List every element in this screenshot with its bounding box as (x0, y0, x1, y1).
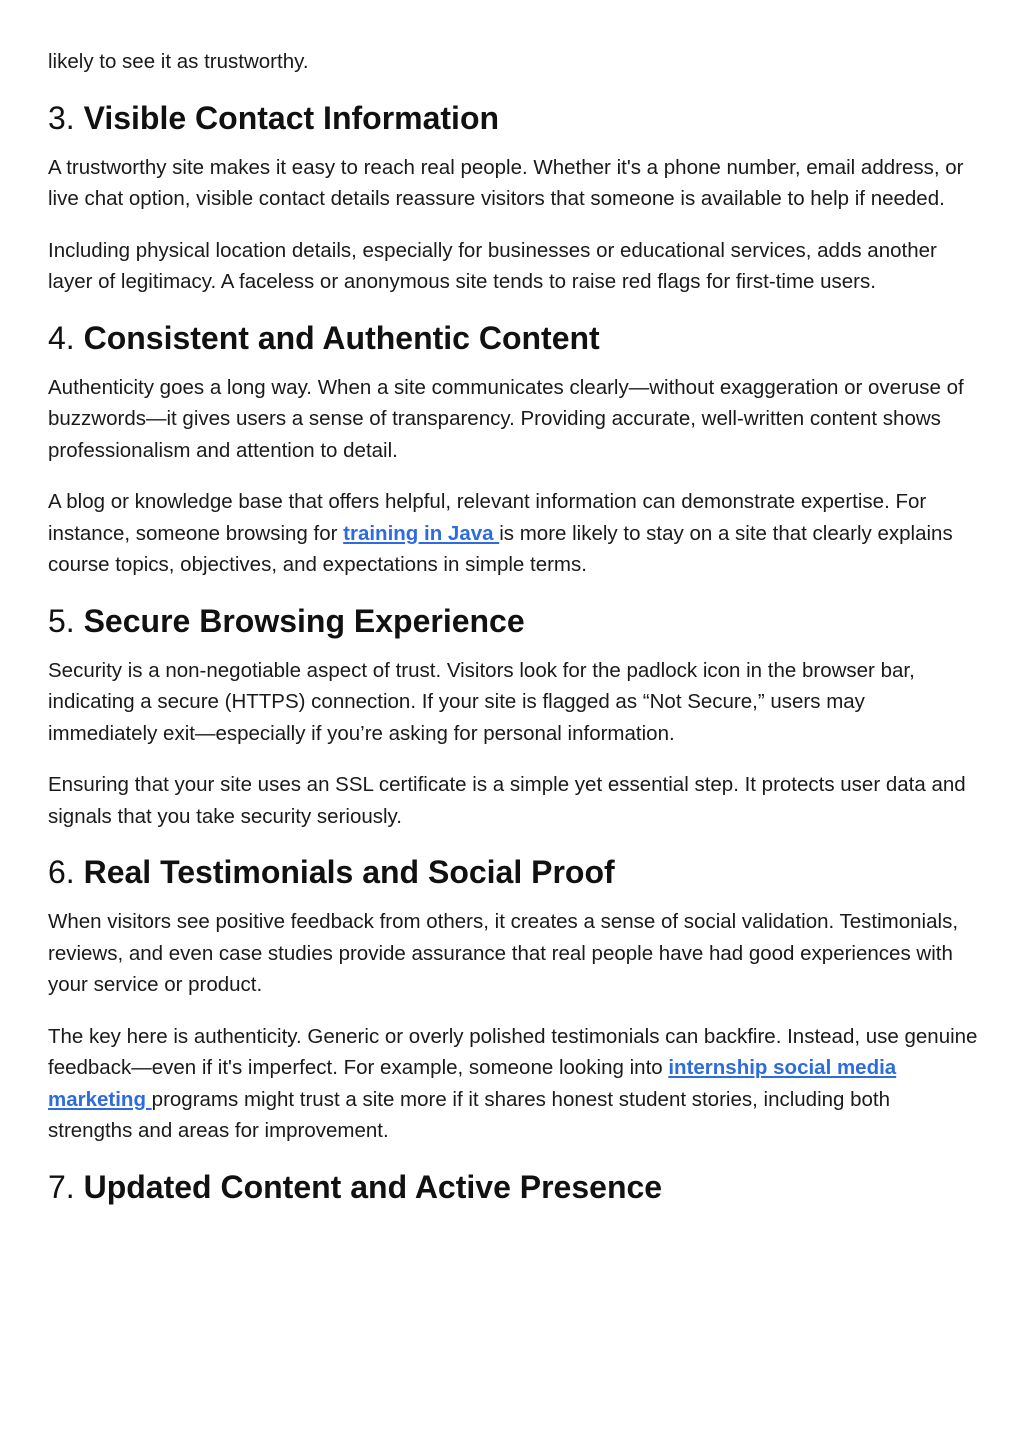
section-heading-testimonials (48, 852, 978, 892)
section-number: 3. (48, 99, 75, 136)
paragraph: A trustworthy site makes it easy to reach real people. Whether it's a phone number, email address, or live chat option, visible contact details reassure visitors that someone is available to help if needed. (48, 155, 964, 210)
section-title: Updated Content and Active Presence (83, 1168, 663, 1205)
section-number: 7. (48, 1168, 75, 1205)
paragraph: When visitors see positive feedback from others, it creates a sense of social validation. Testimonials, reviews, and even case studies provide assurance that real people have had good experiences with your service or product. (48, 910, 959, 996)
paragraph-text: programs might trust a site more if it shares honest student stories, including both strengths and areas for improvement. (48, 1087, 891, 1142)
paragraph-text: A blog or knowledge base that offers helpful, relevant information can demonstrate expertise. For instance, someone browsing for (48, 490, 927, 545)
training-in-java-link[interactable]: training in Java (343, 521, 500, 545)
section-number: 5. (48, 602, 75, 639)
paragraph-text: The key here is authenticity. Generic or overly polished testimonials can backfire. Instead, use genuine feedback—even if it's imperfect. For example, someone looking into (48, 1024, 978, 1079)
paragraph-with-link (48, 486, 978, 581)
section-number: 6. (48, 854, 75, 890)
paragraph: Security is a non-negotiable aspect of trust. Visitors look for the padlock icon in the browser bar, indicating a secure (HTTPS) connection. If your site is flagged as “Not Secure,” users may immediately exit—especially if you’re asking for personal information. (48, 658, 915, 745)
section-number: 4. (48, 319, 75, 356)
section-title: Consistent and Authentic Content (83, 319, 600, 356)
internship-social-media-marketing-link[interactable]: internship social media marketing (48, 1056, 897, 1111)
section-heading-authentic-content (48, 318, 978, 358)
section-heading-secure-browsing (48, 601, 978, 641)
section-heading-visible-contact (48, 98, 978, 138)
paragraph: Authenticity goes a long way. When a site communicates clearly—without exaggeration or overuse of buzzwords—it gives users a sense of transparency. Providing accurate, well-written content shows professionalism and attention to detail. (48, 375, 964, 462)
section-heading-updated-content (48, 1167, 978, 1207)
intro-paragraph-fragment: likely to see it as trustworthy. (48, 50, 309, 73)
paragraph: Ensuring that your site uses an SSL certificate is a simple yet essential step. It protects user data and signals that you take security seriously. (48, 773, 966, 828)
section-title: Real Testimonials and Social Proof (83, 854, 615, 890)
paragraph: Including physical location details, especially for businesses or educational services, adds another layer of legitimacy. A faceless or anonymous site tends to raise red flags for first-time users. (48, 238, 937, 293)
article-body (48, 0, 978, 1207)
section-title: Secure Browsing Experience (83, 602, 525, 639)
section-title: Visible Contact Information (83, 99, 500, 136)
paragraph-text: is more likely to stay on a site that clearly explains course topics, objectives, and expectations in simple terms. (48, 521, 953, 576)
paragraph-with-link (48, 1021, 978, 1147)
